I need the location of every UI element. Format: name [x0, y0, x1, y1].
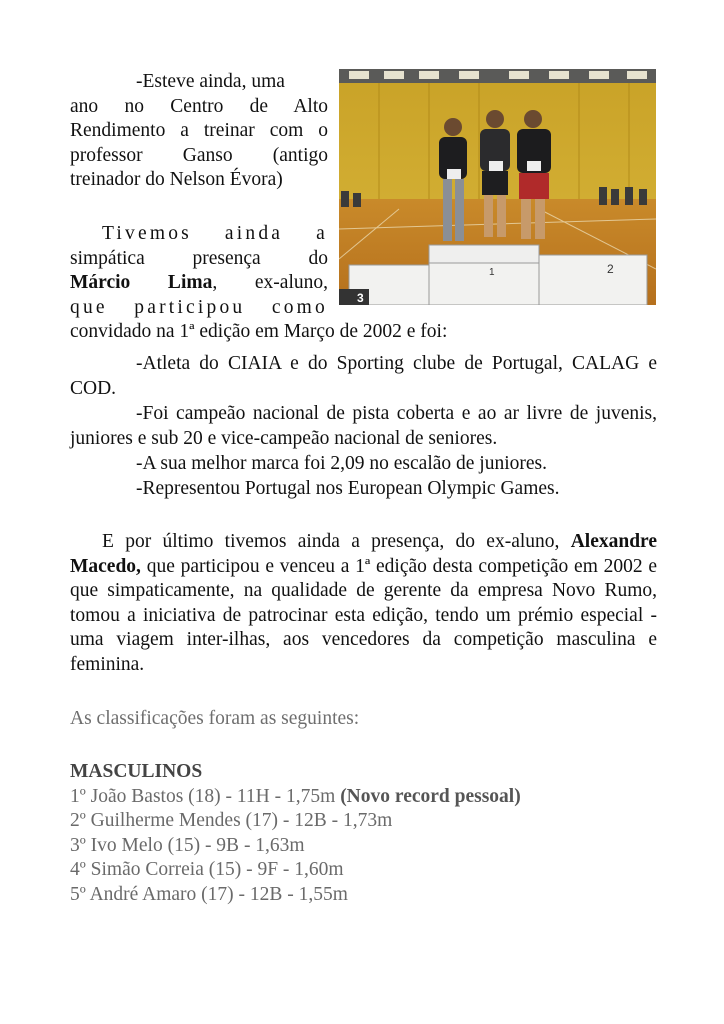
alexandre-before: E por último tivemos ainda a presença, do ex-aluno, [102, 531, 560, 552]
result-row [70, 809, 657, 834]
classificacoes-label: As classificações foram as seguintes: [70, 708, 360, 729]
result-row [70, 834, 657, 859]
marcio-line: simpática presença do [70, 247, 328, 269]
result-text: 4º Simão Correia (15) - 9F - 1,60m [70, 859, 344, 880]
podium-label-3: 3 [357, 291, 364, 305]
marcio-name: Márcio Lima [70, 272, 213, 293]
intro-line: ano no Centro de Alto [70, 95, 328, 117]
marcio-paragraph [70, 222, 328, 320]
marcio-line: Tivemos ainda a [102, 223, 328, 244]
podium-photo [339, 69, 656, 305]
podium-label-2: 2 [607, 262, 614, 276]
results-heading: MASCULINOS [70, 761, 203, 782]
results-block [70, 760, 657, 907]
intro-line: Rendimento a treinar com o [70, 120, 328, 141]
intro-line: treinador do Nelson Évora) [70, 169, 283, 190]
bullet-item: -A sua melhor marca foi 2,09 no escalão de juniores. [136, 453, 547, 474]
alexandre-paragraph [70, 530, 657, 677]
result-text: 5º André Amaro (17) - 12B - 1,55m [70, 883, 348, 905]
result-note: (Novo record pessoal) [340, 785, 521, 807]
result-text: 2º Guilherme Mendes (17) - 12B - 1,73m [70, 810, 393, 831]
bullet-item: -Foi campeão nacional de pista coberta e ao ar livre de juvenis, juniores e sub 20 e vice-campeão nacional de seniores. [70, 403, 657, 449]
alexandre-name: Alexandre Macedo, [70, 531, 658, 577]
intro-line: professor Ganso (antigo [70, 144, 328, 166]
marcio-line-5: convidado na 1ª edição em Março de 2002 e foi: [70, 321, 448, 342]
podium-label-1: 1 [489, 267, 495, 278]
marcio-after-name: , ex-aluno, [212, 272, 328, 293]
result-text: 1º João Bastos (18) - 11H - 1,75m [70, 785, 336, 807]
alexandre-after: que participou e venceu a 1ª edição desta competição em 2002 e que simpaticamente, na qualidade de gerente da empresa Novo Rumo, tomou a iniciativa de patrocinar esta edição, tendo um prémio especial - uma viagem inter-ilhas, aos vencedores da competição masculina e feminina. [70, 555, 658, 675]
result-row [70, 883, 657, 908]
marcio-line: que participou como [70, 296, 328, 318]
intro-line: -Esteve ainda, uma [136, 71, 285, 92]
intro-paragraph [70, 70, 328, 193]
result-row [70, 785, 657, 810]
result-row [70, 858, 657, 883]
bullet-item: -Representou Portugal nos European Olympic Games. [136, 478, 560, 499]
bullet-item: -Atleta do CIAIA e do Sporting clube de Portugal, CALAG e COD. [70, 353, 657, 399]
result-text: 3º Ivo Melo (15) - 9B - 1,63m [70, 834, 305, 856]
